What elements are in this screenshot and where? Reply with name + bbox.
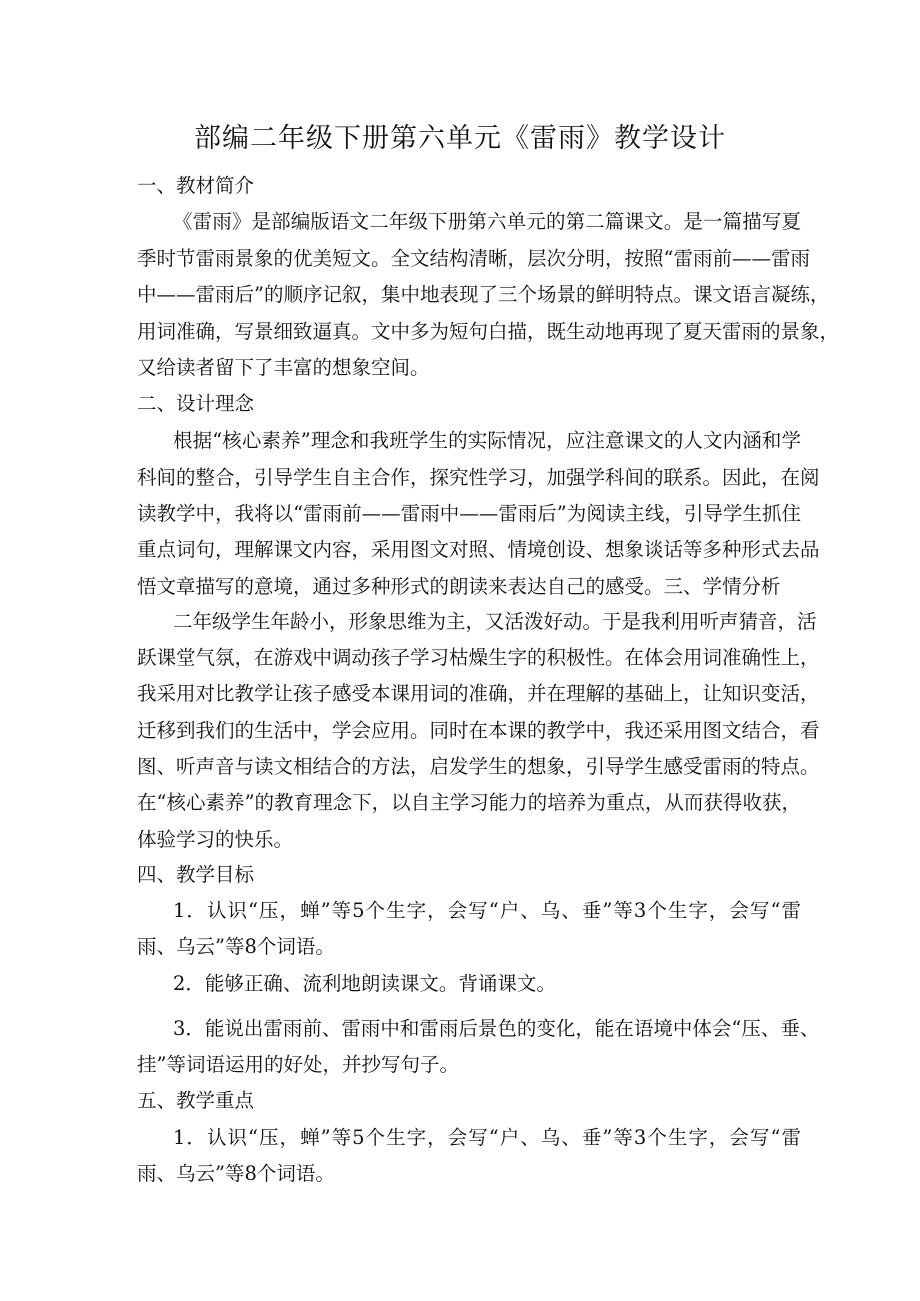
paragraph-line: 用词准确，写景细致逼真。文中多为短句白描，既生动地再现了夏天雷雨的景象， bbox=[137, 320, 840, 343]
section-heading: 四、教学目标 bbox=[137, 863, 255, 886]
paragraph-line: 根据“核心素养”理念和我班学生的实际情况，应注意课文的人文内涵和学 bbox=[173, 429, 801, 452]
document-title: 部编二年级下册第六单元《雷雨》教学设计 bbox=[194, 123, 726, 154]
section-heading: 一、教材简介 bbox=[137, 174, 255, 197]
paragraph-line: 挂”等词语运用的好处，并抄写句子。 bbox=[137, 1053, 459, 1076]
paragraph-line: 雨、乌云”等8个词语。 bbox=[137, 1162, 335, 1185]
paragraph-line: 跃课堂气氛，在游戏中调动孩子学习枯燥生字的积极性。在体会用词准确性上， bbox=[137, 646, 820, 669]
paragraph-line: 读教学中，我将以“雷雨前——雷雨中——雷雨后”为阅读主线，引导学生抓住 bbox=[137, 502, 801, 525]
section-heading: 五、教学重点 bbox=[137, 1089, 255, 1112]
paragraph-line: 1．认识“压，蝉”等5个生字，会写“户、乌、垂”等3个生字，会写“雷 bbox=[173, 899, 801, 922]
paragraph-line: 2．能够正确、流利地朗读课文。背诵课文。 bbox=[173, 972, 556, 995]
paragraph-line: 科间的整合，引导学生自主合作，探究性学习，加强学科间的联系。因此，在阅 bbox=[137, 466, 820, 489]
paragraph-line: 《雷雨》是部编版语文二年级下册第六单元的第二篇课文。是一篇描写夏 bbox=[173, 210, 801, 233]
section-heading: 二、设计理念 bbox=[137, 392, 255, 415]
paragraph-line: 在“核心素养”的教育理念下，以自主学习能力的培养为重点，从而获得收获， bbox=[137, 791, 801, 814]
paragraph-line: 体验学习的快乐。 bbox=[137, 828, 294, 851]
paragraph-line: 悟文章描写的意境，通过多种形式的朗读来表达自己的感受。三、学情分析 bbox=[137, 575, 781, 598]
paragraph-line: 1．认识“压，蝉”等5个生字，会写“户、乌、垂”等3个生字，会写“雷 bbox=[173, 1126, 801, 1149]
paragraph-line: 我采用对比教学让孩子感受本课用词的准确，并在理解的基础上，让知识变活， bbox=[137, 682, 820, 705]
paragraph-line: 图、听声音与读文相结合的方法，启发学生的想象，引导学生感受雷雨的特点。 bbox=[137, 755, 820, 778]
paragraph-line: 中——雷雨后”的顺序记叙，集中地表现了三个场景的鲜明特点。课文语言凝练， bbox=[137, 283, 830, 306]
paragraph-line: 重点词句，理解课文内容，采用图文对照、情境创设、想象谈话等多种形式去品 bbox=[137, 538, 820, 561]
paragraph-line: 3．能说出雷雨前、雷雨中和雷雨后景色的变化，能在语境中体会“压、垂、 bbox=[173, 1017, 820, 1040]
paragraph-line: 雨、乌云”等8个词语。 bbox=[137, 935, 335, 958]
paragraph-line: 迁移到我们的生活中，学会应用。同时在本课的教学中，我还采用图文结合，看 bbox=[137, 719, 820, 742]
paragraph-line: 季时节雷雨景象的优美短文。全文结构清晰，层次分明，按照“雷雨前——雷雨 bbox=[137, 247, 810, 270]
paragraph-line: 又给读者留下了丰富的想象空间。 bbox=[137, 356, 430, 379]
paragraph-line: 二年级学生年龄小，形象思维为主，又活泼好动。于是我利用听声猜音，活 bbox=[173, 610, 817, 633]
